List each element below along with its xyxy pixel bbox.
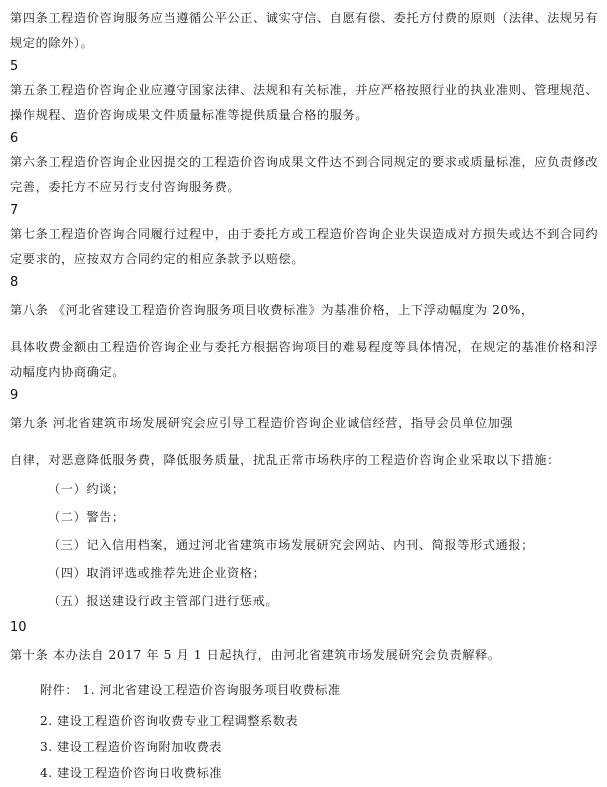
measure-item-4: （四）取消评选或推荐先进企业资格； bbox=[48, 566, 266, 580]
article-9-line-1: 第九条 河北省建筑市场发展研究会应引导工程造价咨询企业诚信经营，指导会员单位加强 bbox=[10, 416, 514, 430]
document-body bbox=[10, 6, 600, 787]
article-6: 第六条工程造价咨询企业因提交的工程造价咨询成果文件达不到合同规定的要求或质量标准，应负责修改完善，委托方不应另行支付咨询服务费。 bbox=[10, 155, 599, 194]
paragraph-number-10: 10 bbox=[10, 620, 27, 635]
article-9-line-2: 自律，对恶意降低服务费，降低服务质量，扰乱正常市场秩序的工程造价咨询企业采取以下措施： bbox=[10, 453, 560, 467]
article-10: 第十条 本办法自 2017 年 5 月 1 日起执行，由河北省建筑市场发展研究会负责解释。 bbox=[10, 648, 501, 662]
attachment-item-2: 2. 建设工程造价咨询收费专业工程调整系数表 bbox=[40, 714, 299, 728]
paragraph-number-6: 6 bbox=[10, 131, 19, 146]
paragraph-number-5: 5 bbox=[10, 59, 19, 74]
measure-item-5: （五）报送建设行政主管部门进行惩戒。 bbox=[48, 594, 279, 608]
attachment-item-4: 4. 建设工程造价咨询日收费标准 bbox=[40, 766, 222, 780]
spacer bbox=[10, 436, 600, 448]
article-5: 第五条工程造价咨询企业应遵守国家法律、法规和有关标准，并应严格按照行业的执业准则、管理规范、操作规程、造价咨询成果文件质量标准等提供质量合格的服务。 bbox=[10, 83, 599, 122]
attachment-item-3: 3. 建设工程造价咨询附加收费表 bbox=[40, 740, 222, 754]
article-8-line-1: 第八条 《河北省建设工程造价咨询服务项目收费标准》为基准价格，上下浮动幅度为 20%， bbox=[10, 303, 534, 317]
article-7: 第七条工程造价咨询合同履行过程中，由于委托方或工程造价咨询企业失误造成对方损失或达不到合同约定要求的，应按双方合同约定的相应条款予以赔偿。 bbox=[10, 227, 599, 266]
article-4: 第四条工程造价咨询服务应当遵循公平公正、诚实守信、自愿有偿、委托方付费的原则（法律、法规另有规定的除外）。 bbox=[10, 11, 599, 50]
article-8-line-2: 具体收费金额由工程造价咨询企业与委托方根据咨询项目的难易程度等具体情况，在规定的基准价格和浮动幅度内协商确定。 bbox=[10, 340, 599, 379]
attachments-heading: 附件： 1. 河北省建设工程造价咨询服务项目收费标准 bbox=[40, 683, 341, 697]
spacer bbox=[10, 323, 600, 335]
measure-item-3: （三）记入信用档案，通过河北省建筑市场发展研究会网站、内刊、简报等形式通报； bbox=[48, 538, 534, 552]
measure-item-2: （二）警告； bbox=[48, 510, 125, 524]
measure-item-1: （一）约谈； bbox=[48, 482, 125, 496]
paragraph-number-7: 7 bbox=[10, 203, 19, 218]
paragraph-number-8: 8 bbox=[10, 275, 19, 290]
paragraph-number-9: 9 bbox=[10, 388, 19, 403]
